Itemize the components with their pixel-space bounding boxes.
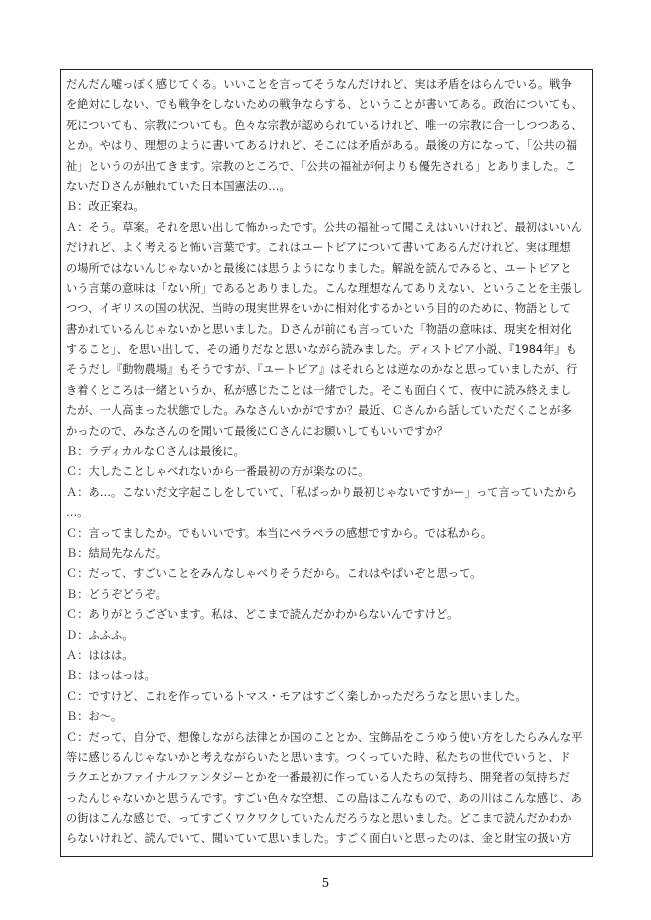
text-line: Ｄ：ふふふ。 <box>66 628 134 642</box>
text-line: Ｂ：ラディカルなＣさんは最後に。 <box>66 445 245 459</box>
document-body <box>66 75 589 850</box>
text-line: Ｃ：ですけど、これを作っているトマス・モアはすごく楽しかっただろうなと思いました。 <box>66 689 527 703</box>
text-line: すること」、を思い出して、その通りだなと思いながら読みました。ディストピア小説、『1984年』も <box>66 343 577 357</box>
text-line: とか。やはり、理想のように書いてあるけれど、そこには矛盾がある。最後の方になって、「公共の福 <box>66 139 578 153</box>
text-line: Ｃ：だって、すごいことをみんなしゃべりそうだから。これはやばいぞと思って。 <box>66 567 482 581</box>
text-line: Ｃ：大したことしゃべれないから一番最初の方が楽なのに。 <box>66 465 370 479</box>
text-line: たが、一人高まった状態でした。みなさんいかがですか？最近、Ｃさんから話していただくことが多 <box>66 404 572 418</box>
text-line: Ｂ：結局先なんだ。 <box>66 546 168 560</box>
text-line: 祉」というのが出てきます。宗教のところで、「公共の福祉が何よりも優先される」とありました。こ <box>66 159 577 173</box>
text-line: を絶対にしない、でも戦争をしないための戦争ならする、ということが書いてある。政治についても、 <box>66 98 583 112</box>
text-line: Ｃ：だって、自分で、想像しながら法律とか国のこととか、宝飾品をこうゆう使い方をしたらみんな平 <box>66 730 583 744</box>
text-line: らないけれど、読んでいて、聞いていて思いました。すごく面白いと思ったのは、金と財宝の扱い方 <box>66 832 572 846</box>
text-line: だんだん嘘っぽく感じてくる。いいことを言ってそうなんだけれど、実は矛盾をはらんでいる。戦争 <box>66 78 572 91</box>
text-line: ないだＤさんが触れていた日本国憲法の…。 <box>66 179 291 193</box>
text-line: Ｃ：ありがとうございます。私は、どこまで読んだかわからないんですけど。 <box>66 608 459 622</box>
text-line: の街はこんな感じで、ってすごくワクワクしていたんだろうなと思いました。どこまで読んだかわか <box>66 812 572 826</box>
text-line: Ａ：あ…。こないだ文字起こしをしていて、「私ばっかり最初じゃないですかー」って言っていたから <box>66 485 578 499</box>
text-line: Ｂ：はっはっは。 <box>66 669 156 683</box>
text-line: Ｂ：お〜。 <box>66 710 123 724</box>
page-number: 5 <box>321 876 330 890</box>
text-line: ラクエとかファイナルファンタジーとかを一番最初に作っている人たちの気持ち、開発者の気持ちだ <box>66 771 571 785</box>
text-line: そうだし『動物農場』もそうですが、『ユートピア』はそれらとは逆なのかなと思っていましたが、行 <box>66 363 578 377</box>
text-line: Ｃ：言ってましたか。でもいいです。本当にペラペラの感想ですから。では私から。 <box>66 526 493 540</box>
text-line: Ｂ：どうぞどうぞ。 <box>66 587 167 601</box>
text-line: だけれど、よく考えると怖い言葉です。これはユートピアについて書いてあるんだけれど、実は理想 <box>66 241 571 255</box>
text-line: 書かれているんじゃないかと思いました。Ｄさんが前にも言っていた「物語の意味は、現実を相対化 <box>66 322 572 336</box>
text-line: かったので、みなさんのを聞いて最後にＣさんにお願いしてもいいですか？ <box>66 424 448 438</box>
text-line: つつ、イギリスの国の状況、当時の現実世界をいかに相対化するかという目的のために、物語として <box>66 302 572 316</box>
text-line: Ａ：ははは。 <box>66 648 134 662</box>
text-line: …。 <box>66 506 89 520</box>
text-line: Ａ：そう。草案。それを思い出して怖かったです。公共の福祉って聞こえはいいけれど、最初はいいん <box>66 220 583 234</box>
text-line: ったんじゃないかと思うんです。すごい色々な空想、この島はこんなもので、あの川はこんな感じ、あ <box>66 791 582 805</box>
text-line: いう言葉の意味は「ない所」であるとありました。こんな理想なんてありえない、ということを主張し <box>66 281 583 295</box>
text-line: の場所ではないんじゃないかと最後には思うようになりました。解説を読んでみると、ユートピアと <box>66 261 572 275</box>
text-line: き着くところは一緒というか、私が感じたことは一緒でした。そこも面白くて、夜中に読み終えまし <box>66 383 572 397</box>
text-line: 死についても、宗教についても。色々な宗教が認められているけれど、唯一の宗教に合一しつつある、 <box>66 118 583 132</box>
text-line: 等に感じるんじゃないかと考えながらいたと思います。つくっていた時、私たちの世代でいうと、ド <box>66 750 571 764</box>
text-line: Ｂ：改正案ね。 <box>66 200 145 214</box>
text-box <box>60 69 593 857</box>
